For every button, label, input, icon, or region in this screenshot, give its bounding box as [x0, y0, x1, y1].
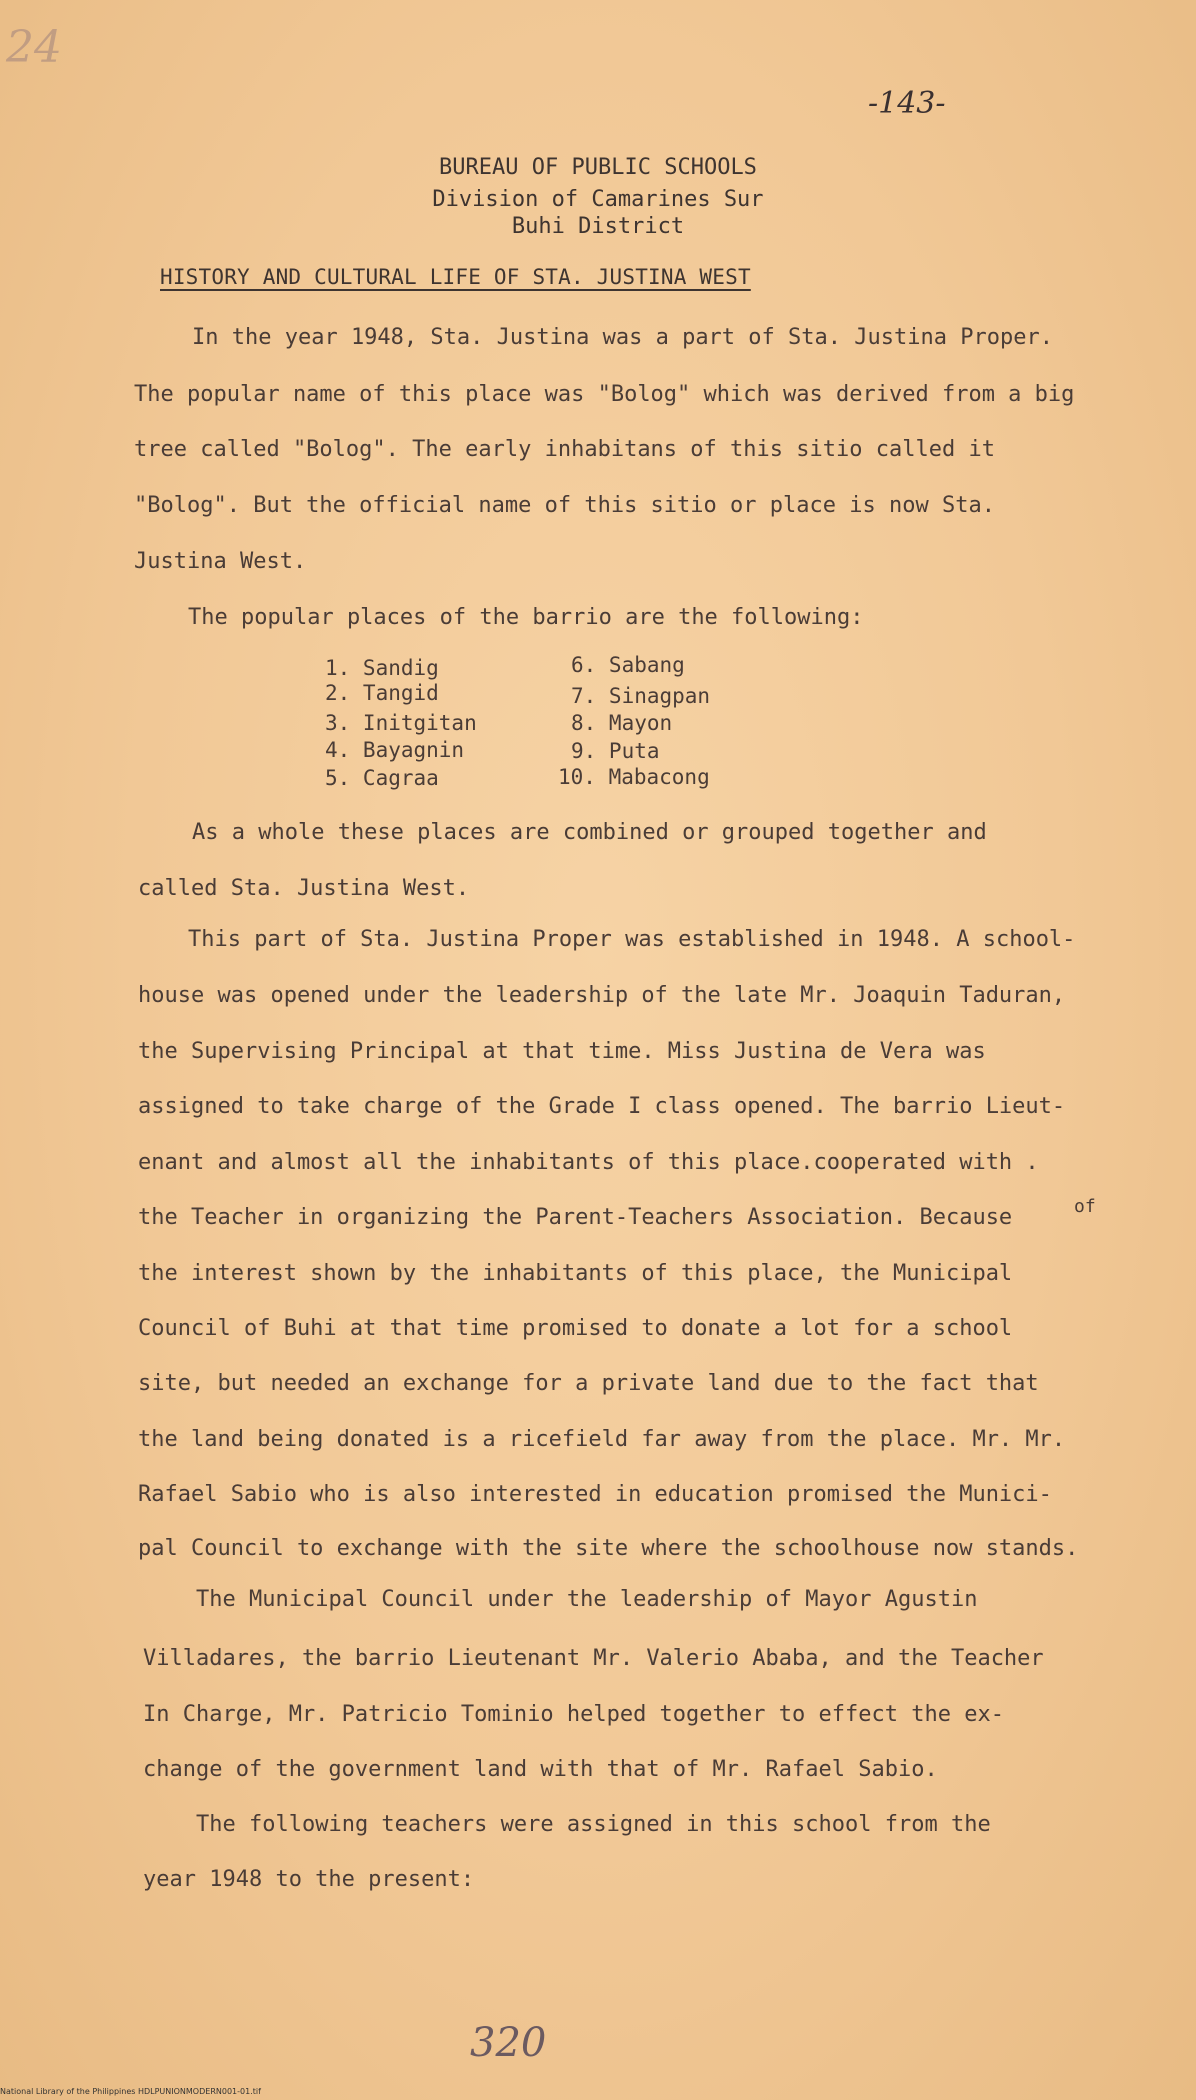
place-item: 7. Sinagpan: [571, 684, 711, 708]
place-item: 3. Initgitan: [325, 711, 477, 735]
place-item: 4. Bayagnin: [325, 738, 465, 762]
place-item: 5. Cagraa: [325, 766, 439, 790]
body-line: Villadares, the barrio Lieutenant Mr. Valerio Ababa, and the Teacher: [143, 1646, 1044, 1671]
body-line: The popular name of this place was "Bolog" which was derived from a big: [134, 382, 1075, 407]
bottom-handwritten-number: 320: [470, 2020, 547, 2066]
document-title: HISTORY AND CULTURAL LIFE OF STA. JUSTINA WEST: [160, 265, 751, 289]
body-line: In Charge, Mr. Patricio Tominio helped together to effect the ex-: [143, 1702, 1004, 1727]
body-line: As a whole these places are combined or grouped together and: [192, 820, 987, 845]
body-line: The following teachers were assigned in this school from the: [196, 1812, 991, 1837]
body-line: tree called "Bolog". The early inhabitans of this sitio called it: [134, 437, 995, 462]
body-line: house was opened under the leadership of the late Mr. Joaquin Taduran,: [138, 983, 1066, 1008]
body-line: The popular places of the barrio are the following:: [188, 605, 864, 630]
place-item: 10. Mabacong: [558, 765, 710, 789]
place-item: 2. Tangid: [325, 681, 439, 705]
body-line: the interest shown by the inhabitants of this place, the Municipal: [138, 1261, 1013, 1286]
body-line: This part of Sta. Justina Proper was established in 1948. A school-: [188, 927, 1076, 952]
body-line: the Supervising Principal at that time. Miss Justina de Vera was: [138, 1039, 986, 1064]
body-line: the land being donated is a ricefield far away from the place. Mr. Mr.: [138, 1427, 1066, 1452]
place-item: 1. Sandig: [325, 656, 439, 680]
archive-footer: National Library of the Philippines HDLPUNIONMODERN001-01.tif: [0, 2087, 261, 2096]
body-line: enant and almost all the inhabitants of this place.cooperated with .: [138, 1150, 1039, 1175]
header-bureau: BUREAU OF PUBLIC SCHOOLS: [439, 155, 757, 180]
header-district: Buhi District: [511, 214, 685, 239]
body-line: called Sta. Justina West.: [138, 876, 470, 901]
place-item: 8. Mayon: [571, 711, 673, 735]
place-item: 9. Puta: [571, 739, 660, 763]
body-line: year 1948 to the present:: [143, 1867, 475, 1892]
page-number: -143-: [868, 86, 946, 121]
place-item: 6. Sabang: [571, 653, 685, 677]
corner-handwritten-mark: 24: [6, 22, 62, 73]
body-line: change of the government land with that of Mr. Rafael Sabio.: [143, 1757, 938, 1782]
body-line: Rafael Sabio who is also interested in education promised the Munici-: [138, 1482, 1052, 1507]
body-line: the Teacher in organizing the Parent-Teachers Association. Because: [138, 1205, 1013, 1230]
body-line: Council of Buhi at that time promised to donate a lot for a school: [138, 1316, 1013, 1341]
body-line: The Municipal Council under the leadership of Mayor Agustin: [196, 1587, 978, 1612]
header-division: Division of Camarines Sur: [432, 187, 764, 212]
body-line: pal Council to exchange with the site where the schoolhouse now stands.: [138, 1536, 1079, 1561]
body-line: In the year 1948, Sta. Justina was a part of Sta. Justina Proper.: [192, 325, 1053, 350]
body-line: assigned to take charge of the Grade I class opened. The barrio Lieut-: [138, 1094, 1066, 1119]
body-line: "Bolog". But the official name of this sitio or place is now Sta.: [134, 493, 995, 518]
body-line: site, but needed an exchange for a private land due to the fact that: [138, 1371, 1039, 1396]
body-line-fragment: of: [1074, 1196, 1096, 1217]
body-line: Justina West.: [134, 549, 307, 574]
